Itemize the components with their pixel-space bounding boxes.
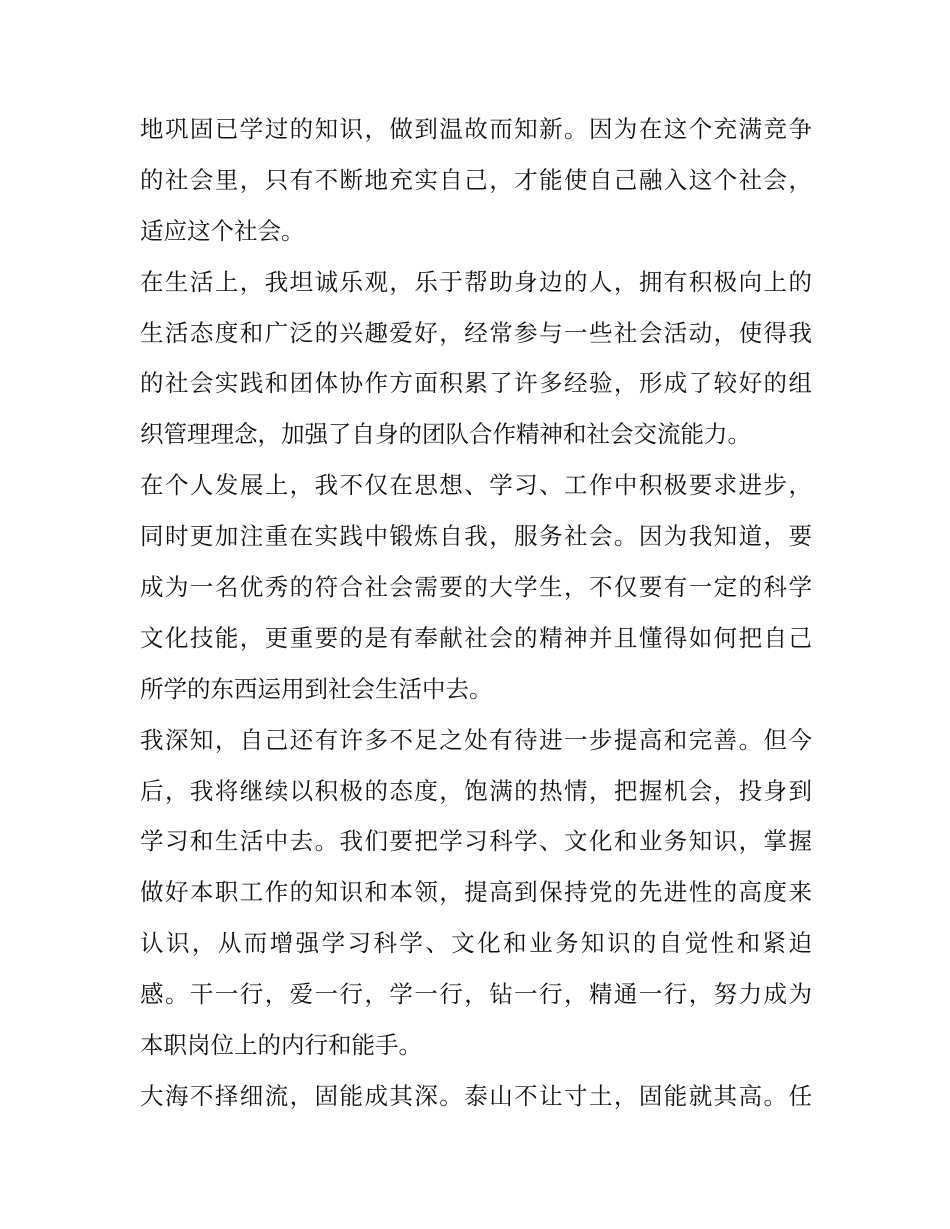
paragraph-3: [140, 460, 812, 714]
paragraph-line: 同时更加注重在实践中锻炼自我，服务社会。因为我知道，要: [140, 522, 812, 551]
paragraph-line: 大海不择细流，固能成其深。泰山不让寸土，固能就其高。任: [140, 1081, 812, 1110]
paragraph-line: 的社会里，只有不断地充实自己，才能使自己融入这个社会，: [140, 165, 812, 194]
paragraph-line: 的社会实践和团体协作方面积累了许多经验，形成了较好的组: [140, 369, 812, 398]
document-body: [140, 104, 812, 1122]
paragraph-line: 在个人发展上，我不仅在思想、学习、工作中积极要求进步，: [140, 471, 812, 500]
paragraph-line: 做好本职工作的知识和本领，提高到保持党的先进性的高度来: [140, 878, 812, 907]
paragraph-line: 文化技能，更重要的是有奉献社会的精神并且懂得如何把自己: [140, 623, 812, 652]
paragraph-line: 本职岗位上的内行和能手。: [140, 1031, 422, 1060]
paragraph-line: 地巩固已学过的知识，做到温故而知新。因为在这个充满竞争: [140, 115, 812, 143]
paragraph-line: 后，我将继续以积极的态度，饱满的热情，把握机会，投身到: [140, 776, 812, 805]
paragraph-line: 我深知，自己还有许多不足之处有待进一步提高和完善。但今: [140, 725, 812, 754]
paragraph-line: 织管理理念，加强了自身的团队合作精神和社会交流能力。: [140, 420, 751, 449]
paragraph-line: 认识，从而增强学习科学、文化和业务知识的自觉性和紧迫: [140, 929, 812, 958]
paragraph-line: 适应这个社会。: [140, 216, 305, 245]
paragraph-line: 生活态度和广泛的兴趣爱好，经常参与一些社会活动，使得我: [140, 318, 812, 347]
paragraph-5: [140, 1071, 812, 1122]
paragraph-line: 所学的东西运用到社会生活中去。: [140, 674, 493, 703]
paragraph-2: [140, 257, 812, 461]
paragraph-line: 学习和生活中去。我们要把学习科学、文化和业务知识，掌握: [140, 827, 812, 856]
paragraph-line: 感。干一行，爱一行，学一行，钻一行，精通一行，努力成为: [140, 980, 812, 1009]
paragraph-line: 在生活上，我坦诚乐观，乐于帮助身边的人，拥有积极向上的: [140, 267, 812, 296]
paragraph-4: [140, 715, 812, 1071]
paragraph-1: [140, 104, 812, 257]
paragraph-line: 成为一名优秀的符合社会需要的大学生，不仅要有一定的科学: [140, 573, 812, 602]
